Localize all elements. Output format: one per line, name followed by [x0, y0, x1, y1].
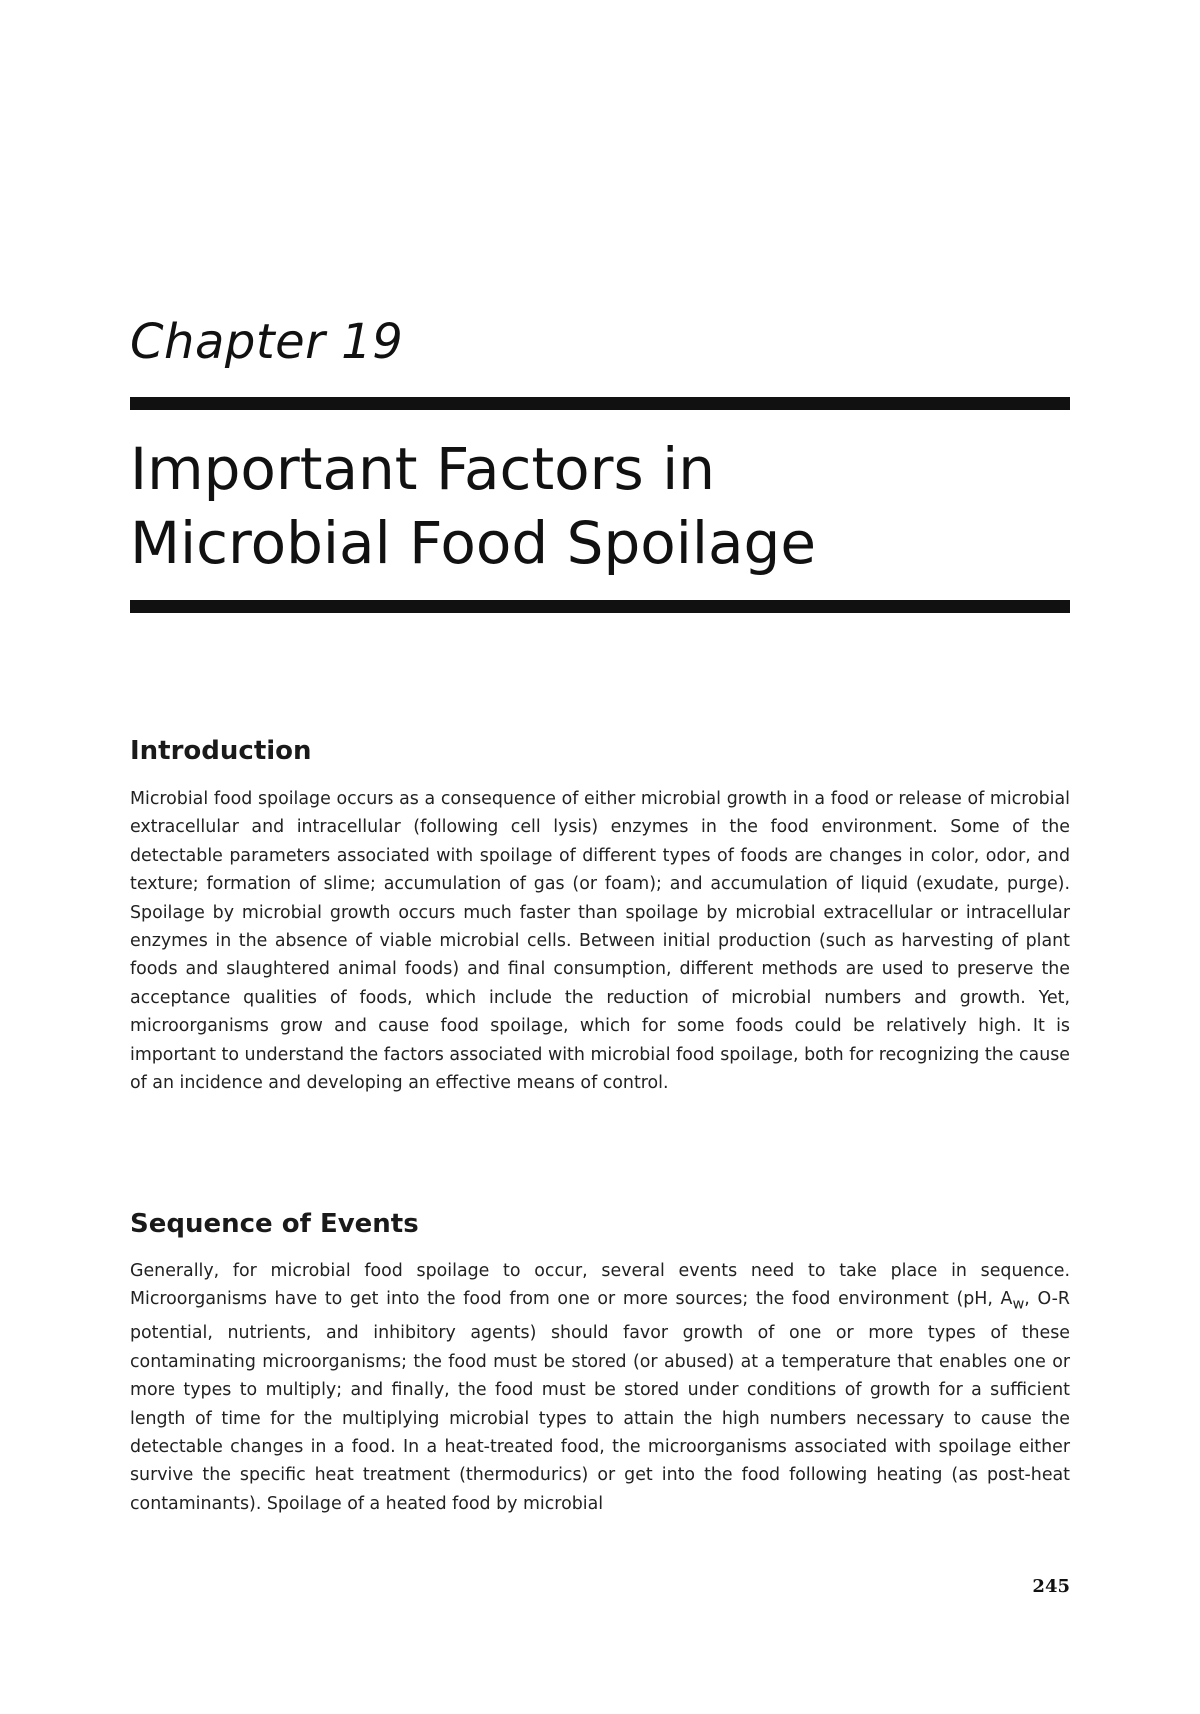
chapter-title-line-2: Microbial Food Spoilage [130, 509, 817, 577]
chapter-title [130, 432, 816, 580]
sequence-of-events-paragraph [130, 1257, 1070, 1518]
top-rule [130, 397, 1070, 410]
section-heading-sequence-of-events: Sequence of Events [130, 1209, 419, 1239]
section-heading-introduction: Introduction [130, 736, 312, 766]
chapter-title-line-1: Important Factors in [130, 435, 716, 503]
introduction-paragraph: Microbial food spoilage occurs as a consequence of either microbial growth in a food or release of microbial extracellular and intracellular (following cell lysis) enzymes in the food environment. Some of the detectable parameters associated with spoilage of different types of foods are changes in color, odor, and texture; formation of slime; accumulation of gas (or foam); and accumulation of liquid (exudate, purge). Spoilage by microbial growth occurs much faster than spoilage by microbial extracellular or intracellular enzymes in the absence of viable microbial cells. Between initial production (such as harvesting of plant foods and slaughtered animal foods) and final consumption, different methods are used to preserve the acceptance qualities of foods, which include the reduction of microbial numbers and growth. Yet, microorganisms grow and cause food spoilage, which for some foods could be relatively high. It is important to understand the factors associated with microbial food spoilage, both for recognizing the cause of an incidence and developing an effective means of control. [130, 789, 1070, 1094]
book-page [130, 0, 1070, 1714]
chapter-label: Chapter 19 [130, 314, 404, 370]
water-activity-subscript: w [1012, 1296, 1025, 1313]
sequence-paragraph-part-2: , O-R potential, nutrients, and inhibitory agents) should favor growth of one or more types of these contaminating microorganisms; the food must be stored (or abused) at a temperature that enables one or more types to multiply; and finally, the food must be stored under conditions of growth for a sufficient length of time for the multiplying microbial types to attain the high numbers necessary to cause the detectable changes in a food. In a heat-treated food, the microorganisms associated with spoilage either survive the specific heat treatment (thermodurics) or get into the food following heating (as post-heat contaminants). Spoilage of a heated food by microbial [130, 1289, 1070, 1514]
page-number: 245 [1032, 1576, 1070, 1597]
sequence-paragraph-part-1: Generally, for microbial food spoilage to occur, several events need to take place in sequence. Microorganisms have to get into the food from one or more sources; the food environment (pH, A [130, 1261, 1070, 1310]
bottom-rule [130, 600, 1070, 613]
